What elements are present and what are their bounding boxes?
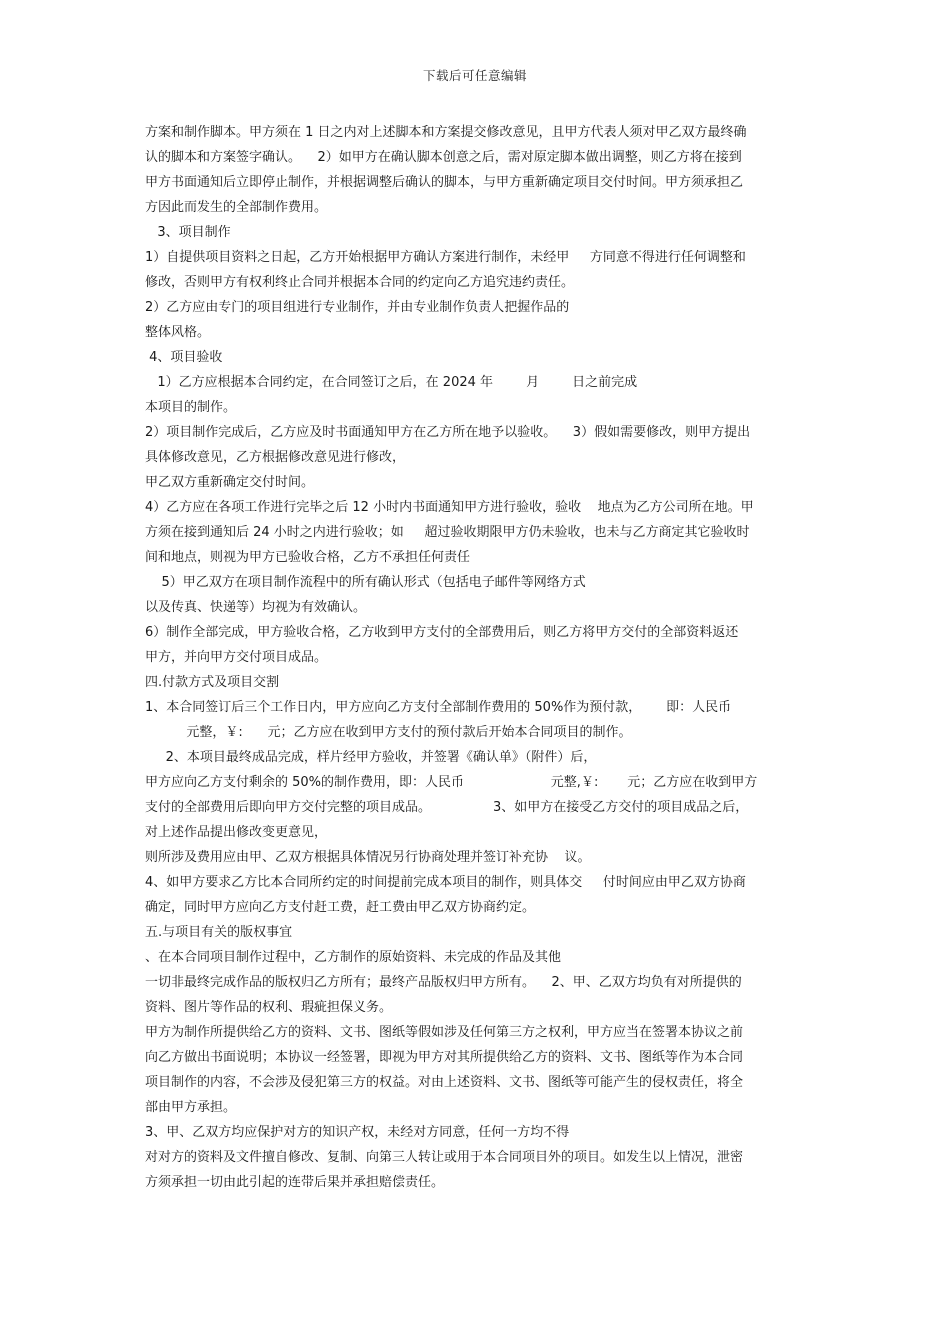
text-line: 方案和制作脚本。甲方须在 1 日之内对上述脚本和方案提交修改意见，且甲方代表人须对甲乙双方最终确 <box>145 125 747 140</box>
text-line: 认的脚本和方案签字确认。 2）如甲方在确认脚本创意之后，需对原定脚本做出调整，则乙方将在接到 <box>145 150 742 165</box>
text-line: 整体风格。 <box>145 325 211 340</box>
text-line: 1）自提供项目资料之日起，乙方开始根据甲方确认方案进行制作，未经甲 方同意不得进行任何调整和 <box>145 250 746 265</box>
text-line: 甲方为制作所提供给乙方的资料、文书、图纸等假如涉及任何第三方之权利，甲方应当在签署本协议之前 <box>145 1025 744 1040</box>
text-line: 2）项目制作完成后，乙方应及时书面通知甲方在乙方所在地予以验收。 3）假如需要修改，则甲方提出 <box>145 425 751 440</box>
text-line: 部由甲方承担。 <box>145 1100 237 1115</box>
text-line: 1）乙方应根据本合同约定，在合同签订之后，在 2024 年 月 日之前完成 <box>145 375 638 390</box>
section-heading: 四.付款方式及项目交割 <box>145 675 280 690</box>
section-heading: 五.与项目有关的版权事宜 <box>145 925 293 940</box>
text-line: 方须在接到通知后 24 小时之内进行验收；如 超过验收期限甲方仍未验收，也未与乙方商定其它验收时 <box>145 525 750 540</box>
text-line: 则所涉及费用应由甲、乙双方根据具体情况另行协商处理并签订补充协 议。 <box>145 850 591 865</box>
section-heading: 4、项目验收 <box>145 350 223 365</box>
text-line: 以及传真、快递等）均视为有效确认。 <box>145 600 367 615</box>
text-line: 5）甲乙双方在项目制作流程中的所有确认形式（包括电子邮件等网络方式 <box>145 575 586 590</box>
text-line: 资料、图片等作品的权利、瑕疵担保义务。 <box>145 1000 393 1015</box>
text-line: 对上述作品提出修改变更意见， <box>145 825 328 840</box>
text-line: 具体修改意见，乙方根据修改意见进行修改， <box>145 450 406 465</box>
text-line: 2、本项目最终成品完成，样片经甲方验收，并签署《确认单》（附件）后， <box>145 750 597 765</box>
text-line: 向乙方做出书面说明；本协议一经签署，即视为甲方对其所提供给乙方的资料、文书、图纸等作为本合同 <box>145 1050 744 1065</box>
text-line: 1、本合同签订后三个工作日内，甲方应向乙方支付全部制作费用的 50%作为预付款， 即：人民币 <box>145 700 732 715</box>
text-line: 甲乙双方重新确定交付时间。 <box>145 475 315 490</box>
text-line: 甲方应向乙方支付剩余的 50%的制作费用，即：人民币 元整,￥: 元；乙方应在收到甲方 <box>145 775 758 790</box>
text-line: 3、甲、乙双方均应保护对方的知识产权，未经对方同意，任何一方均不得 <box>145 1125 570 1140</box>
text-line: 4、如甲方要求乙方比本合同所约定的时间提前完成本项目的制作，则具体交 付时间应由甲乙双方协商 <box>145 875 746 890</box>
document-body <box>145 120 810 1195</box>
text-line: 确定，同时甲方应向乙方支付赶工费，赶工费由甲乙双方协商约定。 <box>145 900 536 915</box>
text-line: 一切非最终完成作品的版权归乙方所有；最终产品版权归甲方所有。 2、甲、乙双方均负有对所提供的 <box>145 975 742 990</box>
text-line: 间和地点，则视为甲方已验收合格，乙方不承担任何责任 <box>145 550 471 565</box>
text-line: 甲方书面通知后立即停止制作，并根据调整后确认的脚本，与甲方重新确定项目交付时间。甲方须承担乙 <box>145 175 744 190</box>
text-line: 2）乙方应由专门的项目组进行专业制作，并由专业制作负责人把握作品的 <box>145 300 570 315</box>
section-heading: 3、项目制作 <box>145 225 231 240</box>
text-line: 、在本合同项目制作过程中，乙方制作的原始资料、未完成的作品及其他 <box>145 950 562 965</box>
text-line: 方因此而发生的全部制作费用。 <box>145 200 328 215</box>
text-line: 本项目的制作。 <box>145 400 237 415</box>
text-line: 对对方的资料及文件擅自修改、复制、向第三人转让或用于本合同项目外的项目。如发生以上情况，泄密 <box>145 1150 744 1165</box>
text-line: 方须承担一切由此引起的连带后果并承担赔偿责任。 <box>145 1175 445 1190</box>
text-line: 项目制作的内容，不会涉及侵犯第三方的权益。对由上述资料、文书、图纸等可能产生的侵权责任，将全 <box>145 1075 744 1090</box>
page-header: 下载后可任意编辑 <box>422 68 527 83</box>
text-line: 6）制作全部完成，甲方验收合格，乙方收到甲方支付的全部费用后，则乙方将甲方交付的全部资料返还 <box>145 625 739 640</box>
text-line: 支付的全部费用后即向甲方交付完整的项目成品。 3、如甲方在接受乙方交付的项目成品之后， <box>145 800 749 815</box>
text-line: 甲方，并向甲方交付项目成品。 <box>145 650 328 665</box>
text-line: 修改，否则甲方有权利终止合同并根据本合同的约定向乙方追究违约责任。 <box>145 275 575 290</box>
text-line: 元整，￥: 元；乙方应在收到甲方支付的预付款后开始本合同项目的制作。 <box>145 725 632 740</box>
text-line: 4）乙方应在各项工作进行完毕之后 12 小时内书面通知甲方进行验收，验收 地点为乙方公司所在地。甲 <box>145 500 754 515</box>
